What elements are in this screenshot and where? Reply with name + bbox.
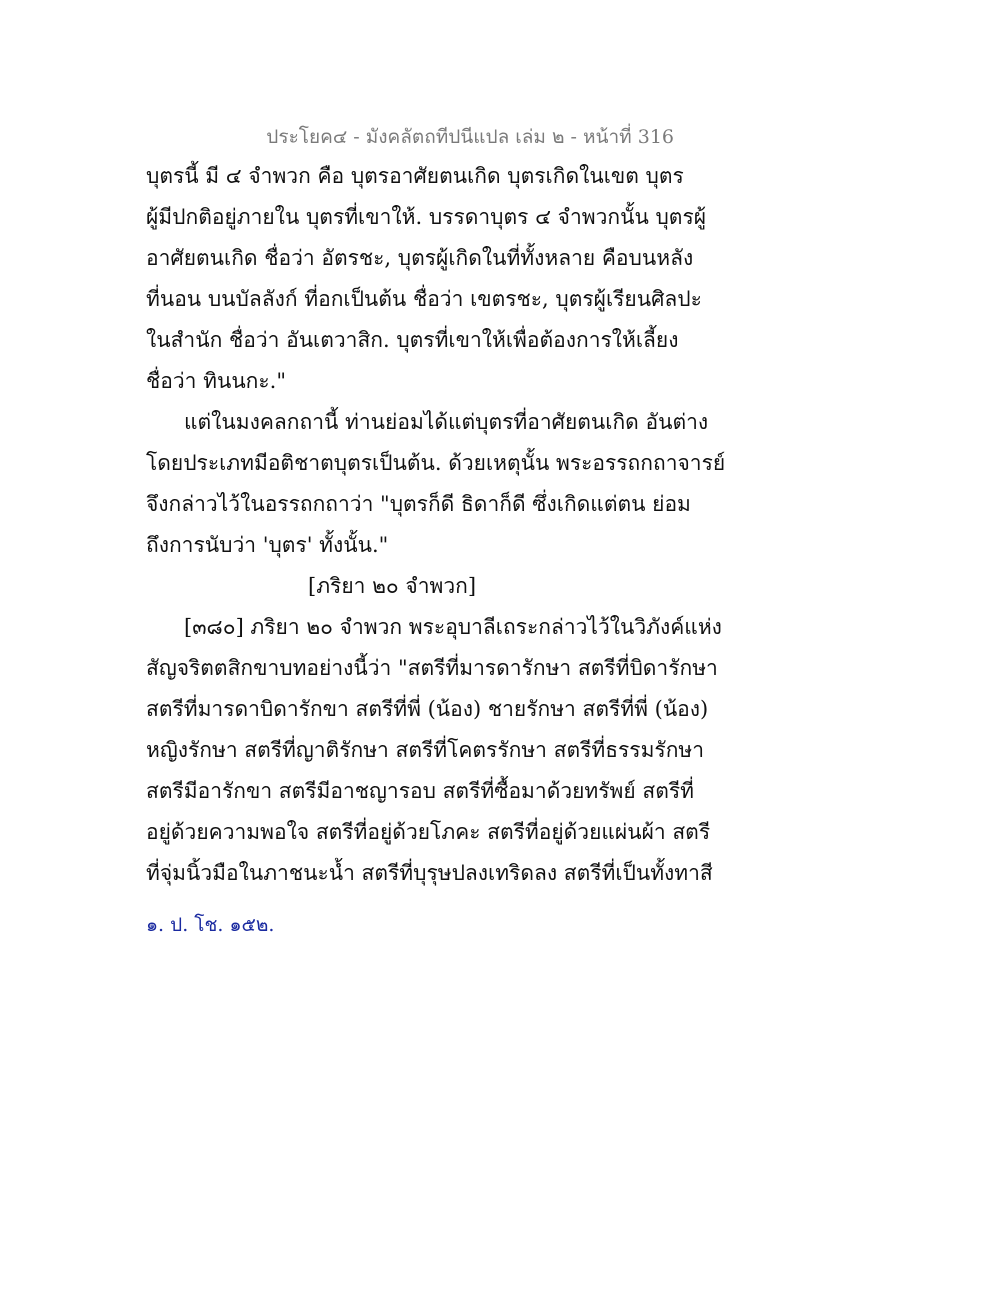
section-heading: [ภริยา ๒๐ จำพวก] [308, 574, 477, 598]
text-line: อาศัยตนเกิด ชื่อว่า อัตรชะ, บุตรผู้เกิดในที่ทั้งหลาย คือบนหลัง [146, 246, 694, 270]
page-header: ประโยค๔ - มังคลัตถทีปนีแปล เล่ม ๒ - หน้าที่ 316 [266, 126, 674, 148]
text-line: สตรีมีอารักขา สตรีมีอาชญารอบ สตรีที่ซื้อมาด้วยทรัพย์ สตรีที่ [146, 779, 694, 803]
paragraph-first-line: แต่ในมงคลกถานี้ ท่านย่อมได้แต่บุตรที่อาศัยตนเกิด อันต่าง [184, 410, 709, 434]
text-line: ชื่อว่า ทินนกะ." [146, 369, 287, 393]
body-text [146, 156, 726, 894]
paragraph-first-line: [๓๘๐] ภริยา ๒๐ จำพวก พระอุบาลีเถระกล่าวไว้ในวิภังค์แห่ง [184, 615, 722, 639]
text-line: จึงกล่าวไว้ในอรรถกถาว่า "บุตรก็ดี ธิดาก็ดี ซึ่งเกิดแต่ตน ย่อม [146, 492, 691, 516]
text-line: บุตรนี้ มี ๔ จำพวก คือ บุตรอาศัยตนเกิด บุตรเกิดในเขต บุตร [146, 164, 684, 188]
text-line: ที่นอน บนบัลลังก์ ที่อกเป็นต้น ชื่อว่า เขตรชะ, บุตรผู้เรียนศิลปะ [146, 287, 702, 311]
text-line: ผู้มีปกติอยู่ภายใน บุตรที่เขาให้. บรรดาบุตร ๔ จำพวกนั้น บุตรผู้ [146, 205, 707, 229]
text-line: ที่จุ่มนิ้วมือในภาชนะน้ำ สตรีที่บุรุษปลงเทริดลง สตรีที่เป็นทั้งทาสี [146, 861, 713, 885]
text-line: ถึงการนับว่า 'บุตร' ทั้งนั้น." [146, 533, 389, 557]
footnote: ๑. ป. โช. ๑๕๒. [146, 914, 275, 936]
text-line: สัญจริตตสิกขาบทอย่างนี้ว่า "สตรีที่มารดารักษา สตรีที่บิดารักษา [146, 656, 718, 680]
text-line: อยู่ด้วยความพอใจ สตรีที่อยู่ด้วยโภคะ สตรีที่อยู่ด้วยแผ่นผ้า สตรี [146, 820, 711, 844]
text-line: หญิงรักษา สตรีที่ญาติรักษา สตรีที่โคตรรักษา สตรีที่ธรรมรักษา [146, 738, 705, 762]
text-line: โดยประเภทมีอติชาตบุตรเป็นต้น. ด้วยเหตุนั้น พระอรรถกถาจารย์ [146, 451, 726, 475]
text-line: สตรีที่มารดาบิดารักขา สตรีที่พี่ (น้อง) ชายรักษา สตรีที่พี่ (น้อง) [146, 697, 709, 721]
text-line: ในสำนัก ชื่อว่า อันเตวาสิก. บุตรที่เขาให้เพื่อต้องการให้เลี้ยง [146, 328, 679, 352]
